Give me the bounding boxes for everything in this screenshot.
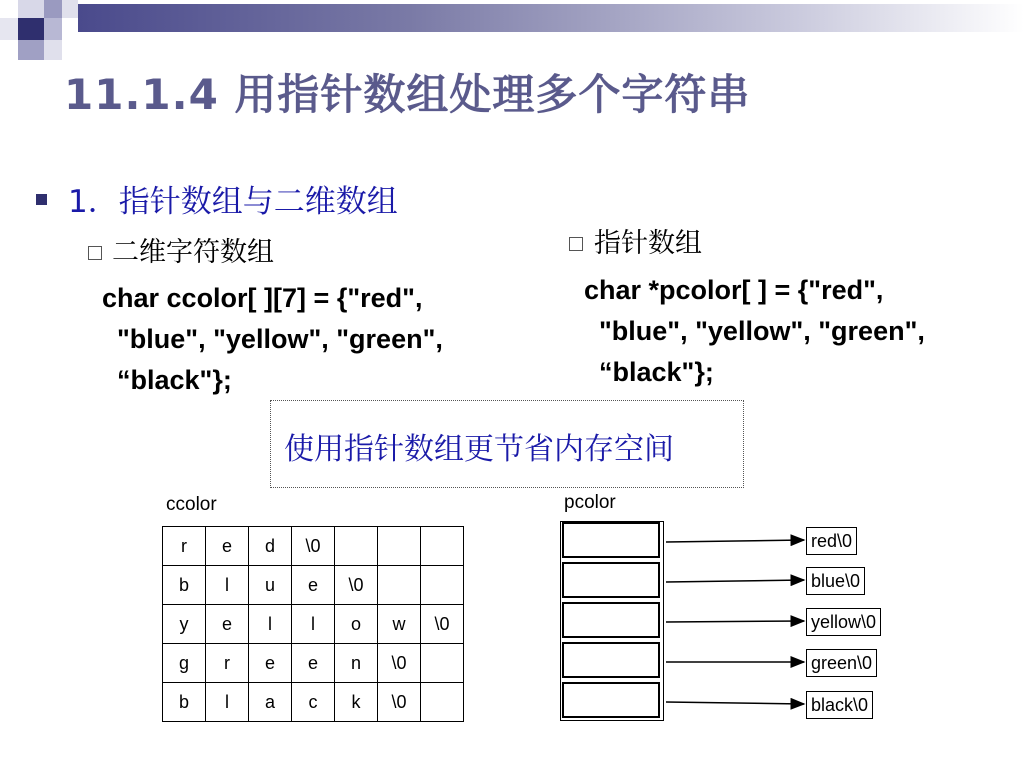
grid-cell: o [335,605,378,644]
grid-cell: \0 [378,683,421,722]
string-box-yellow: yellow\0 [806,608,881,636]
grid-cell: n [335,644,378,683]
grid-cell: b [163,566,206,605]
grid-cell: w [378,605,421,644]
grid-cell: r [206,644,249,683]
left-subtitle: 二维字符数组 [112,237,274,268]
right-subtitle: 指针数组 [594,228,702,259]
grid-cell: l [292,605,335,644]
grid-cell: l [206,566,249,605]
arrow-to-red [666,540,804,542]
pcolor-label: pcolor [564,492,616,513]
right-code-line-3: “black"}; [584,357,714,387]
grid-cell: e [206,605,249,644]
grid-cell: y [163,605,206,644]
string-box-green: green\0 [806,649,877,677]
grid-cell: c [292,683,335,722]
left-code-line-2: "blue", "yellow", "green", [102,324,443,354]
grid-cell: e [206,527,249,566]
grid-cell: e [292,566,335,605]
grid-cell: \0 [292,527,335,566]
arrow-to-yellow [666,621,804,622]
grid-cell: k [335,683,378,722]
left-code-line-3: “black"}; [102,365,232,395]
grid-cell: r [163,527,206,566]
grid-cell: l [249,605,292,644]
grid-cell: \0 [421,605,464,644]
grid-cell: \0 [378,644,421,683]
grid-cell: l [206,683,249,722]
grid-cell: a [249,683,292,722]
grid-cell: b [163,683,206,722]
grid-cell: e [249,644,292,683]
ccolor-label: ccolor [166,494,217,515]
right-code-line-2: "blue", "yellow", "green", [584,316,925,346]
note-text: 使用指针数组更节省内存空间 [284,432,674,467]
section-heading: 1．指针数组与二维数组 [68,184,398,220]
grid-cell: d [249,527,292,566]
grid-cell: \0 [335,566,378,605]
grid-cell: u [249,566,292,605]
string-box-blue: blue\0 [806,567,865,595]
grid-cell: e [292,644,335,683]
string-box-red: red\0 [806,527,857,555]
arrow-to-blue [666,580,804,582]
right-code-line-1: char *pcolor[ ] = {"red", [584,275,884,305]
grid-cell: g [163,644,206,683]
arrow-to-black [666,702,804,704]
string-box-black: black\0 [806,691,873,719]
page-title: 11.1.4 用指针数组处理多个字符串 [64,70,751,119]
left-code-line-1: char ccolor[ ][7] = {"red", [102,283,423,313]
